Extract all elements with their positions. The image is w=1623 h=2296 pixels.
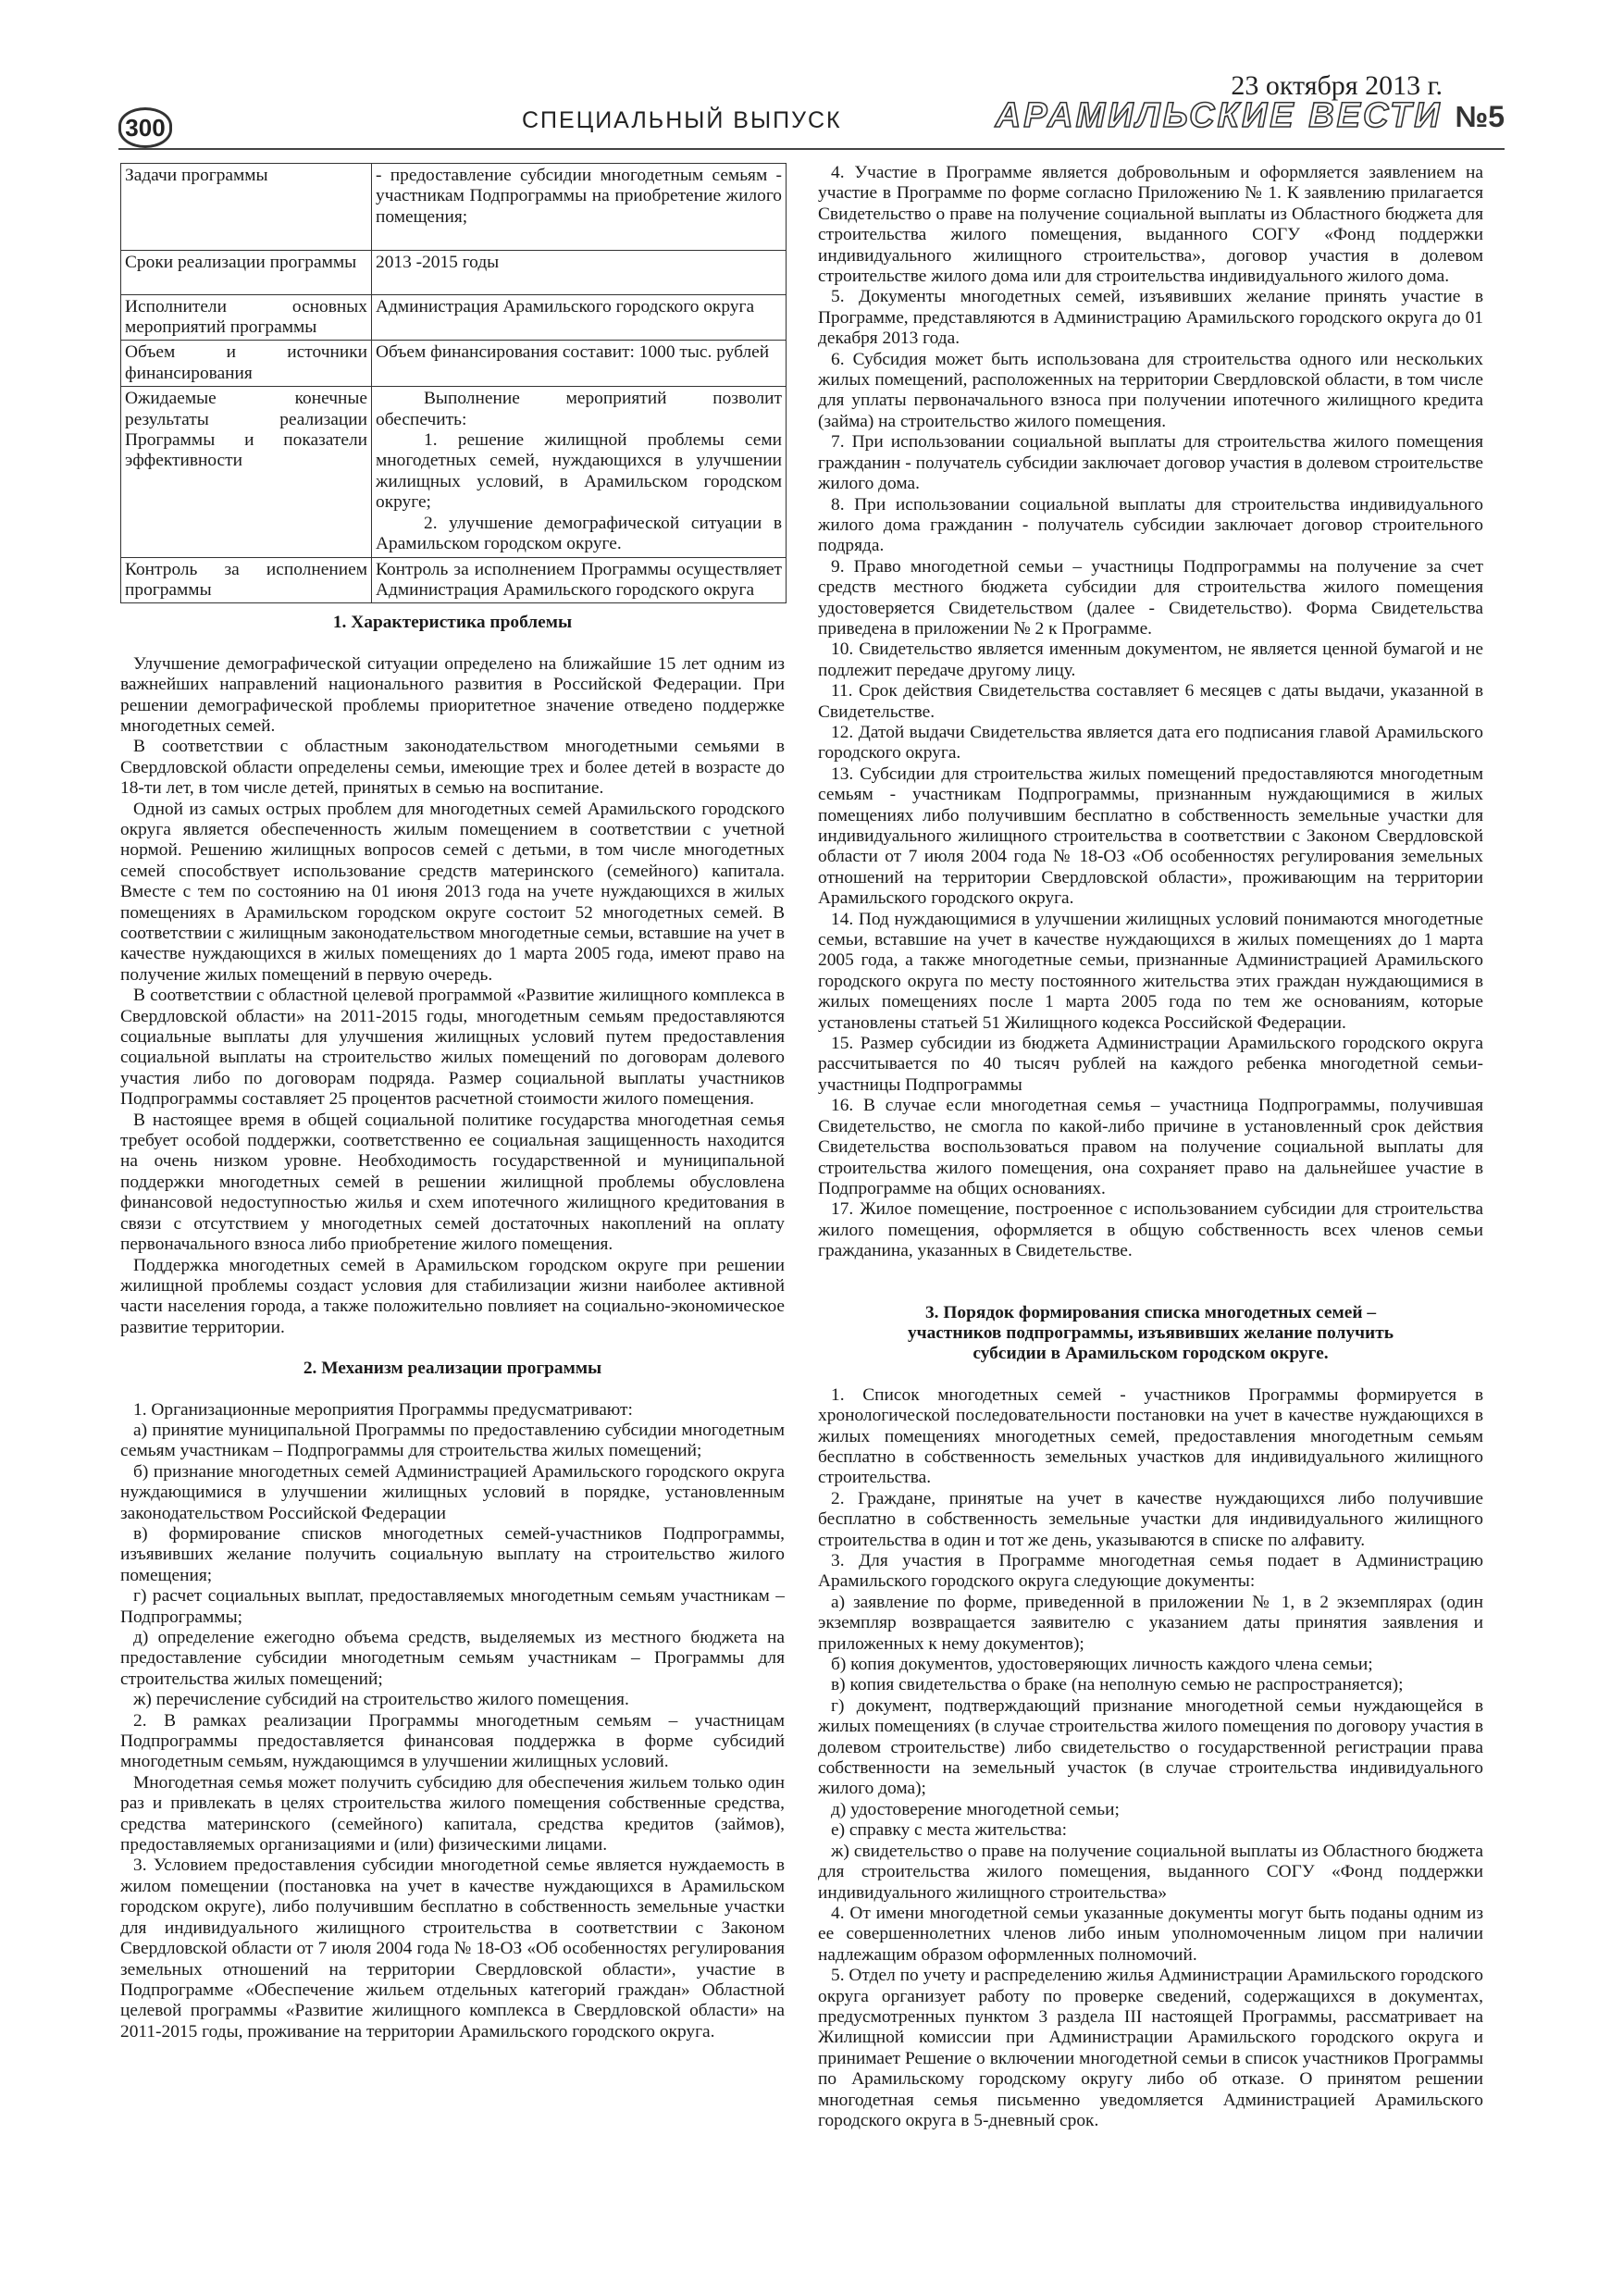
section-heading: 2. Механизм реализации программы <box>303 1359 602 1379</box>
paragraph: 10. Свидетельство является именным документом, не является ценной бумагой и не подлежит передаче другому лицу. <box>818 639 1483 680</box>
table-key: Сроки реализации программы <box>121 251 372 294</box>
paragraph: В соответствии с областным законодательством многодетными семьями в Свердловской области определены семьи, имеющие трех и более детей в возрасте до 18-ти лет, в том числе детей, принятых в семью на воспитание. <box>120 737 785 799</box>
paragraph: д) определение ежегодно объема средств, выделяемых из местного бюджета на предоставление субсидии многодетным семьям участникам – Программы для строительства жилых помещений; <box>120 1628 785 1689</box>
issue-title: СПЕЦИАЛЬНЫЙ ВЫПУСК <box>522 107 842 133</box>
paragraph: 15. Размер субсидии из бюджета Администрации Арамильского городского округа рассчитывается по 40 тысяч рублей на каждого ребенка многодетной семьи-участницы Подпрограммы <box>818 1034 1483 1095</box>
table-row <box>121 387 787 557</box>
table-value: Контроль за исполнением Программы осуществляет Администрация Арамильского городского округа <box>372 557 787 603</box>
paragraph: 4. От имени многодетной семьи указанные документы могут быть поданы одним из ее совершеннолетних членов либо иным уполномоченным лицом при наличии надлежащим образом оформленных полномочий. <box>818 1903 1483 1965</box>
paragraph: 6. Субсидия может быть использована для строительства одного или нескольких жилых помещений, расположенных на территории Свердловской области, в том числе для уплаты первоначального взноса при получении ипотечного жилищного кредита (займа) на строительство жилого помещения. <box>818 349 1483 431</box>
table-row <box>121 557 787 603</box>
table-value: Администрация Арамильского городского округа <box>372 294 787 341</box>
paragraph: в) формирование списков многодетных семей-участников Подпрограммы, изъявивших желание получить социальную выплату на строительство жилого помещения; <box>120 1523 785 1585</box>
paragraph: 14. Под нуждающимися в улучшении жилищных условий понимаются многодетные семьи, вставшие на учет в качестве нуждающихся в жилых помещениях до 1 марта 2005 года, а также многодетные семьи, признанные Администрацией Арамильского городского округа по месту постоянного жительства этих граждан нуждающимися в жилых помещениях после 1 марта 2005 года по тем же основаниям, которые установлены статьей 51 Жилищного кодекса Российской Федерации. <box>818 909 1483 1033</box>
issue-date: 23 октября 2013 г. <box>1231 70 1443 101</box>
paragraph: 8. При использовании социальной выплаты для строительства индивидуального жилого дома гражданин - получатель субсидии заключает договор строительного подряда. <box>818 494 1483 556</box>
paragraph: д) удостоверение многодетной семьи; <box>831 1799 1120 1819</box>
table-value: 2013 -2015 годы <box>372 251 787 294</box>
left-column <box>120 163 785 2042</box>
paragraph: а) принятие муниципальной Программы по предоставлению субсидии многодетным семьям участникам – Подпрограммы для строительства жилых помещений; <box>120 1420 785 1461</box>
table-key: Исполнители основных мероприятий программы <box>121 294 372 341</box>
header-rule <box>118 148 1505 150</box>
paragraph: 13. Субсидии для строительства жилых помещений предоставляются многодетным семьям - участникам Подпрограммы, признанным нуждающимися в жилых помещениях либо получившим бесплатно в собственность земельные участки для индивидуального жилищного строительства в соответствии с Законом Свердловской области от 7 июля 2004 года № 18-ОЗ «Об особенностях регулирования земельных отношений на территории Свердловской области», проживающим на территории Арамильского городского округа. <box>818 763 1483 909</box>
paragraph: 1. Список многодетных семей - участников Программы формируется в хронологической последовательности постановки на учет в качестве нуждающихся в жилых помещениях многодетных семей, предоставления многодетным семьям бесплатно в собственность земельных участков для индивидуального жилищного строительства. <box>818 1384 1483 1488</box>
paragraph: 17. Жилое помещение, построенное с использованием субсидии для строительства жилого помещения, оформляется в общую собственность всех членов семьи гражданина, указанных в Свидетельстве. <box>818 1199 1483 1261</box>
table-row <box>121 294 787 341</box>
paragraph: 2. В рамках реализации Программы многодетным семьям – участницам Подпрограммы предоставляется финансовая поддержка в форме субсидий многодетным семьям, нуждающимся в улучшении жилищных условий. <box>120 1710 785 1772</box>
paragraph: Одной из самых острых проблем для многодетных семей Арамильского городского округа является обеспеченность жилым помещением в соответствии с учетной нормой. Решению жилищных вопросов семей с детьми, в том числе многодетных семей способствует использование средств материнского (семейного) капитала. Вместе с тем по состоянию на 01 июня 2013 года на учете нуждающихся в жилых помещениях в Арамильском городском округе состоит 52 многодетных семей. В соответствии с жилищным законодательством многодетные семьи, вставшие на учет в качестве нуждающихся в жилых помещениях до 1 марта 2005 года, имеют право на получение жилых помещений в первую очередь. <box>120 799 785 985</box>
paragraph: В настоящее время в общей социальной политике государства многодетная семья требует особой поддержки, соответственно ее социальная защищенность находится на очень низком уровне. Необходимость государственной и муниципальной поддержки многодетных семей в решении жилищной проблемы обусловлена финансовой недоступностью жилья и схем ипотечного жилищного кредитования в связи с отсутствием у многодетных семей достаточных накоплений на оплату первоначального взноса либо приобретение жилого помещения. <box>120 1110 785 1255</box>
issue-number: №5 <box>1455 100 1505 133</box>
section-heading: 3. Порядок формирования списка многодетных семей – участников подпрограммы, изъявивших желание получить субсидии в Арамильском городском округе. <box>907 1302 1394 1364</box>
table-key: Объем и источники финансирования <box>121 341 372 387</box>
masthead <box>996 96 1505 136</box>
paragraph: ж) перечисление субсидий на строительство жилого помещения. <box>133 1690 629 1710</box>
table-value: - предоставление субсидии многодетным семьям - участникам Подпрограммы на приобретение жилого помещения; <box>372 164 787 251</box>
paragraph: в) копия свидетельства о браке (на неполную семью не распространяется); <box>831 1675 1404 1695</box>
table-row <box>121 164 787 251</box>
newspaper-name: АРАМИЛЬСКИЕ ВЕСТИ <box>995 96 1443 135</box>
table-key: Задачи программы <box>121 164 372 251</box>
paragraph: В соответствии с областной целевой программой «Развитие жилищного комплекса в Свердловской области» на 2011-2015 годы, многодетным семьям предоставляются социальные выплаты для улучшения жилищных условий путем предоставления социальной выплаты на строительство жилых помещений по договорам долевого участия либо по договорам подряда. Размер социальной выплаты участников Подпрограммы составляет 25 процентов расчетной стоимости жилого помещения. <box>120 986 785 1110</box>
paragraph: а) заявление по форме, приведенной в приложении № 1, в 2 экземплярах (один экземпляр возвращается заявителю с указанием даты принятия заявления и приложенных к нему документов); <box>818 1592 1483 1654</box>
page-number: 300 <box>118 107 172 148</box>
paragraph: 4. Участие в Программе является добровольным и оформляется заявлением на участие в Программе по форме согласно Приложению № 1. К заявлению прилагается Свидетельство о праве на получение социальной выплаты из Областного бюджета для строительства жилого помещения, выданного СОГУ «Фонд поддержки индивидуального жилищного строительства», договор участия в долевом строительстве жилого дома или для строительства индивидуального жилого дома. <box>818 163 1483 287</box>
paragraph: г) расчет социальных выплат, предоставляемых многодетным семьям участникам – Подпрограммы; <box>120 1586 785 1627</box>
paragraph: 12. Датой выдачи Свидетельства является дата его подписания главой Арамильского городского округа. <box>818 722 1483 763</box>
paragraph: 11. Срок действия Свидетельства составляет 6 месяцев с даты выдачи, указанной в Свидетельстве. <box>818 681 1483 722</box>
table-value: Объем финансирования составит: 1000 тыс. рублей <box>372 341 787 387</box>
table-key: Контроль за исполнением программы <box>121 557 372 603</box>
paragraph: б) копия документов, удостоверяющих личность каждого члена семьи; <box>831 1655 1373 1675</box>
paragraph: 5. Отдел по учету и распределению жилья Администрации Арамильского городского округа организует работу по проверке сведений, содержащихся в документах, предусмотренных пунктом 3 раздела III настоящей Программы, рассматривает на Жилищной комиссии при Администрации Арамильского городского округа и принимает Решение о включении многодетной семьи в список участников Программы по Арамильскому городскому округу либо об отказе. О принятом решении многодетная семья письменно уведомляется Администрацией Арамильского городского округа в 5-дневный срок. <box>818 1966 1483 2130</box>
paragraph: 16. В случае если многодетная семья – участница Подпрограммы, получившая Свидетельство, не смогла по какой-либо причине в установленный срок действия Свидетельства воспользоваться правом на получение социальной выплаты для строительства жилого помещения, она сохраняет право на дальнейшее участие в Подпрограмме на общих основаниях. <box>818 1096 1483 1198</box>
paragraph: Многодетная семья может получить субсидию для обеспечения жильем только один раз и привлекать в целях строительства жилого помещения собственные средства, средства материнского (семейного) капитала, средства кредитов (займов), предоставляемых организациями и (или) физическими лицами. <box>120 1772 785 1855</box>
paragraph: 3. Условием предоставления субсидии многодетной семье является нуждаемость в жилом помещении (постановка на учет в качестве нуждающихся в Арамильском городском округе), либо получившим бесплатно в собственность земельные участки для индивидуального жилищного строительства в соответствии с Законом Свердловской области от 7 июля 2004 года № 18-ОЗ «Об особенностях регулирования земельных отношений на территории Свердловской области», участие в Подпрограмме «Обеспечение жильем отдельных категорий граждан» Областной целевой программы «Развитие жилищного комплекса в Свердловской области» на 2011-2015 годы, проживание на территории Арамильского городского округа. <box>120 1855 785 2042</box>
table-value: Выполнение мероприятий позволит обеспечить: 1. решение жилищной проблемы семи многодетных семей, нуждающихся в улучшении жилищных условий, в Арамильском городском округе; 2. улучшение демографической ситуации в Арамильском городском округе. <box>372 387 787 557</box>
paragraph: 5. Документы многодетных семей, изъявивших желание принять участие в Программе, представляются в Администрацию Арамильского городского округа до 01 декабря 2013 года. <box>818 287 1483 349</box>
program-passport-table <box>120 163 787 603</box>
paragraph: 3. Для участия в Программе многодетная семья подает в Администрацию Арамильского городского округа следующие документы: <box>818 1551 1483 1592</box>
paragraph: 9. Право многодетной семьи – участницы Подпрограммы на получение за счет средств местного бюджета субсидии для строительства жилого помещения удостоверяется Свидетельством (далее - Свидетельство). Форма Свидетельства приведена в приложении № 2 к Программе. <box>818 556 1483 639</box>
paragraph: 7. При использовании социальной выплаты для строительства жилого помещения гражданин - получатель субсидии заключает договор участия в долевом строительстве жилого дома. <box>818 432 1483 494</box>
paragraph: 2. Граждане, принятые на учет в качестве нуждающихся либо получившие бесплатно в собственность земельные участки для индивидуального жилищного строительства в один и тот же день, указываются в списке по алфавиту. <box>818 1488 1483 1550</box>
paragraph: е) справку с места жительства: <box>831 1820 1067 1841</box>
paragraph: 1. Организационные мероприятия Программы предусматривают: <box>133 1399 633 1420</box>
paragraph: б) признание многодетных семей Администрацией Арамильского городского округа нуждающимися в улучшении жилищных условий в порядке, установленным законодательством Российской Федерации <box>120 1461 785 1523</box>
paragraph: Улучшение демографической ситуации определено на ближайшие 15 лет одним из важнейших направлений национального развития в Российской Федерации. При решении демографической проблемы приоритетное значение отведено поддержке многодетных семей. <box>120 653 785 736</box>
paragraph: ж) свидетельство о праве на получение социальной выплаты из Областного бюджета для строительства жилого помещения, выданного СОГУ «Фонд поддержки индивидуального жилищного строительства» <box>818 1841 1483 1903</box>
section-heading: 1. Характеристика проблемы <box>332 613 573 633</box>
table-key: Ожидаемые конечные результаты реализации Программы и показатели эффективности <box>121 387 372 557</box>
right-column <box>818 163 1483 2131</box>
table-row <box>121 341 787 387</box>
table-row <box>121 251 787 294</box>
paragraph: г) документ, подтверждающий признание многодетной семьи нуждающейся в жилых помещениях (в случае строительства жилого помещения по договору участия в долевом строительстве) либо свидетельство о государственной регистрации права собственности на земельный участок (в случае строительства индивидуального жилого дома); <box>818 1695 1483 1799</box>
paragraph: Поддержка многодетных семей в Арамильском городском округе при решении жилищной проблемы создаст условия для стабилизации жизни наиболее активной части населения города, а также положительно повлияет на социально-экономическое развитие территории. <box>120 1255 785 1337</box>
